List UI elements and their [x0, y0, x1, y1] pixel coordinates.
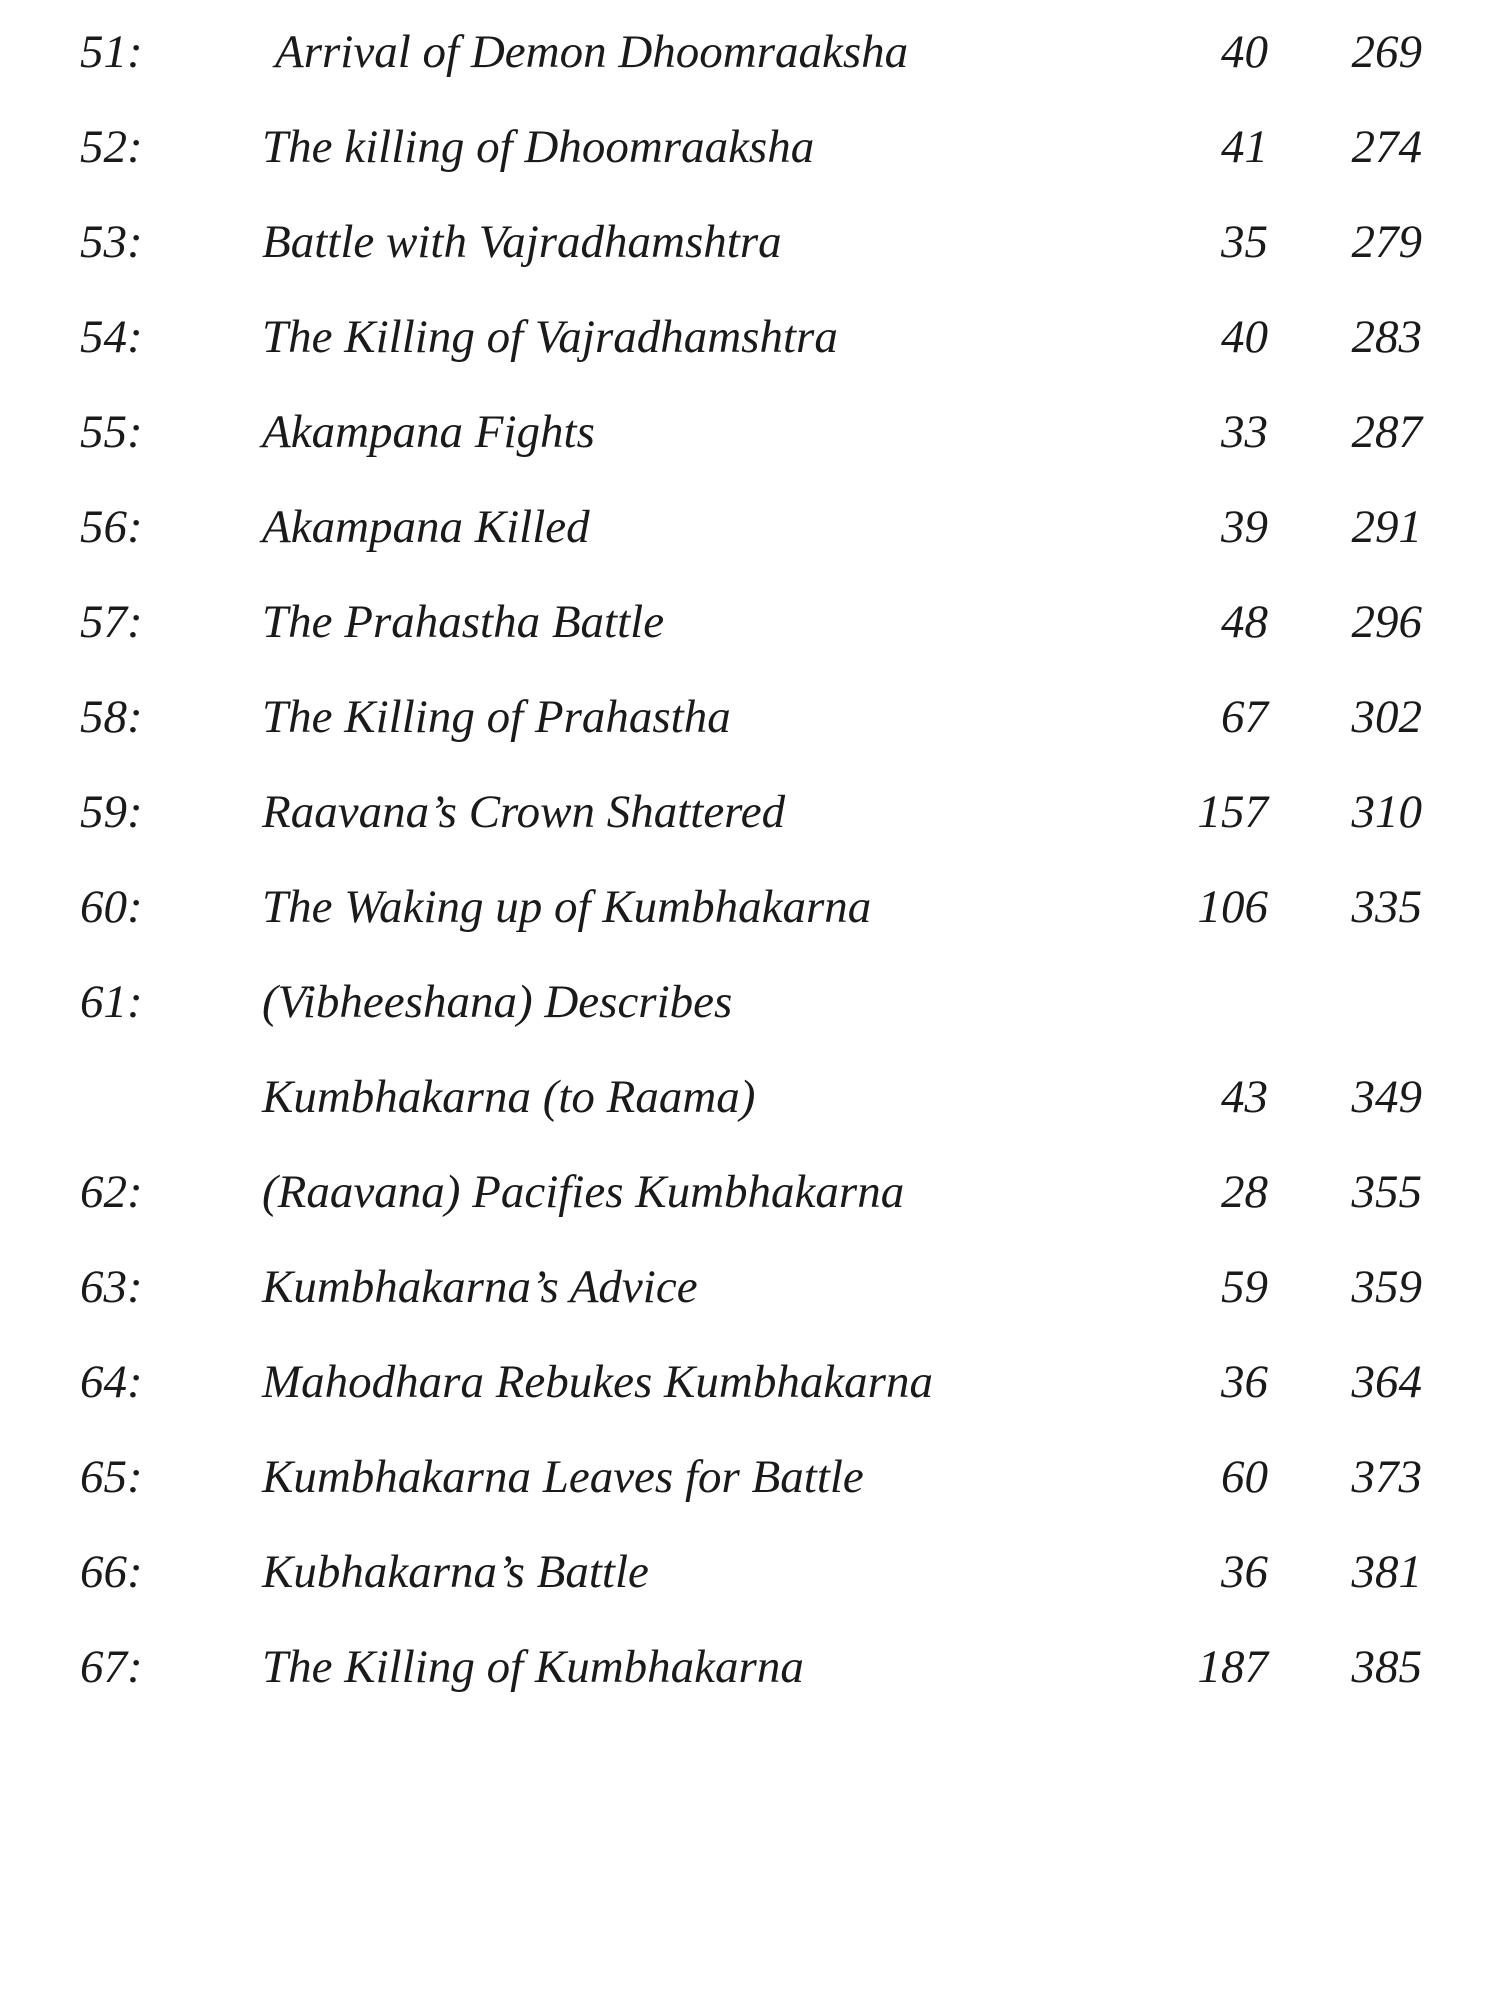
chapter-number: 65:	[80, 1451, 143, 1503]
chapter-title: Kumbhakarna Leaves for Battle	[262, 1451, 864, 1503]
chapter-number: 63:	[80, 1261, 143, 1313]
chapter-title: The Waking up of Kumbhakarna	[262, 881, 872, 933]
chapter-number: 55:	[80, 406, 143, 458]
toc-entry-67	[0, 1635, 1500, 1730]
page-number: 296	[1351, 596, 1422, 648]
verse-count: 48	[1221, 596, 1268, 648]
page-number: 302	[1351, 691, 1422, 743]
page-number: 373	[1351, 1451, 1422, 1503]
verse-count: 39	[1221, 501, 1268, 553]
toc-entry-51	[0, 20, 1500, 115]
page-number: 359	[1351, 1261, 1422, 1313]
toc-entry-63	[0, 1255, 1500, 1350]
page-number: 355	[1351, 1166, 1422, 1218]
toc-entry-66	[0, 1540, 1500, 1635]
chapter-title: Arrival of Demon Dhoomraaksha	[275, 26, 909, 78]
chapter-number: 58:	[80, 691, 143, 743]
chapter-title: Akampana Fights	[262, 406, 595, 458]
chapter-number: 62:	[80, 1166, 143, 1218]
toc-entry-56	[0, 495, 1500, 590]
verse-count: 106	[1197, 881, 1268, 933]
chapter-number: 61:	[80, 976, 143, 1028]
toc-entry-53	[0, 210, 1500, 305]
verse-count: 33	[1221, 406, 1268, 458]
chapter-title: (Raavana) Pacifies Kumbhakarna	[262, 1166, 905, 1218]
chapter-title: The Killing of Prahastha	[262, 691, 731, 743]
verse-count: 40	[1221, 311, 1268, 363]
verse-count: 67	[1221, 691, 1268, 743]
page-number: 349	[1351, 1071, 1422, 1123]
toc-entry-54	[0, 305, 1500, 400]
verse-count: 41	[1221, 121, 1268, 173]
page-number: 364	[1351, 1356, 1422, 1408]
page-number: 279	[1351, 216, 1422, 268]
verse-count: 157	[1197, 786, 1268, 838]
chapter-number: 57:	[80, 596, 143, 648]
chapter-title: Mahodhara Rebukes Kumbhakarna	[262, 1356, 933, 1408]
toc-entry-61	[0, 970, 1500, 1160]
chapter-number: 67:	[80, 1641, 143, 1693]
chapter-title: Kubhakarna’s Battle	[262, 1546, 649, 1598]
table-of-contents	[0, 20, 1500, 1730]
page-number: 287	[1351, 406, 1422, 458]
page-number: 335	[1351, 881, 1422, 933]
page-number: 310	[1351, 786, 1422, 838]
toc-entry-60	[0, 875, 1500, 970]
chapter-number: 51:	[80, 26, 143, 78]
page-number: 385	[1351, 1641, 1422, 1693]
verse-count: 35	[1221, 216, 1268, 268]
chapter-number: 60:	[80, 881, 143, 933]
page-number: 283	[1351, 311, 1422, 363]
chapter-title-line-1: (Vibheeshana) Describes	[262, 976, 733, 1028]
toc-entry-57	[0, 590, 1500, 685]
verse-count: 43	[1221, 1071, 1268, 1123]
verse-count: 60	[1221, 1451, 1268, 1503]
page-number: 274	[1351, 121, 1422, 173]
verse-count: 28	[1221, 1166, 1268, 1218]
chapter-title: Kumbhakarna’s Advice	[262, 1261, 698, 1313]
toc-entry-64	[0, 1350, 1500, 1445]
chapter-number: 54:	[80, 311, 143, 363]
toc-entry-65	[0, 1445, 1500, 1540]
chapter-number: 52:	[80, 121, 143, 173]
verse-count: 59	[1221, 1261, 1268, 1313]
page-number: 269	[1351, 26, 1422, 78]
toc-entry-62	[0, 1160, 1500, 1255]
chapter-title: The Prahastha Battle	[262, 596, 665, 648]
chapter-title	[262, 970, 1122, 1129]
chapter-title-line-2: Kumbhakarna (to Raama)	[262, 1071, 756, 1123]
toc-entry-52	[0, 115, 1500, 210]
page-number: 291	[1351, 501, 1422, 553]
verse-count: 36	[1221, 1356, 1268, 1408]
chapter-number: 56:	[80, 501, 143, 553]
verse-count: 187	[1197, 1641, 1268, 1693]
chapter-title: Raavana’s Crown Shattered	[262, 786, 786, 838]
toc-entry-59	[0, 780, 1500, 875]
verse-count: 36	[1221, 1546, 1268, 1598]
chapter-title: The Killing of Kumbhakarna	[262, 1641, 804, 1693]
chapter-title: Akampana Killed	[262, 501, 590, 553]
verse-count: 40	[1221, 26, 1268, 78]
toc-entry-58	[0, 685, 1500, 780]
chapter-number: 53:	[80, 216, 143, 268]
chapter-title: The Killing of Vajradhamshtra	[262, 311, 838, 363]
chapter-number: 66:	[80, 1546, 143, 1598]
chapter-number: 59:	[80, 786, 143, 838]
toc-entry-55	[0, 400, 1500, 495]
chapter-title: The killing of Dhoomraaksha	[262, 121, 815, 173]
page-number: 381	[1351, 1546, 1422, 1598]
chapter-title: Battle with Vajradhamshtra	[262, 216, 782, 268]
chapter-number: 64:	[80, 1356, 143, 1408]
